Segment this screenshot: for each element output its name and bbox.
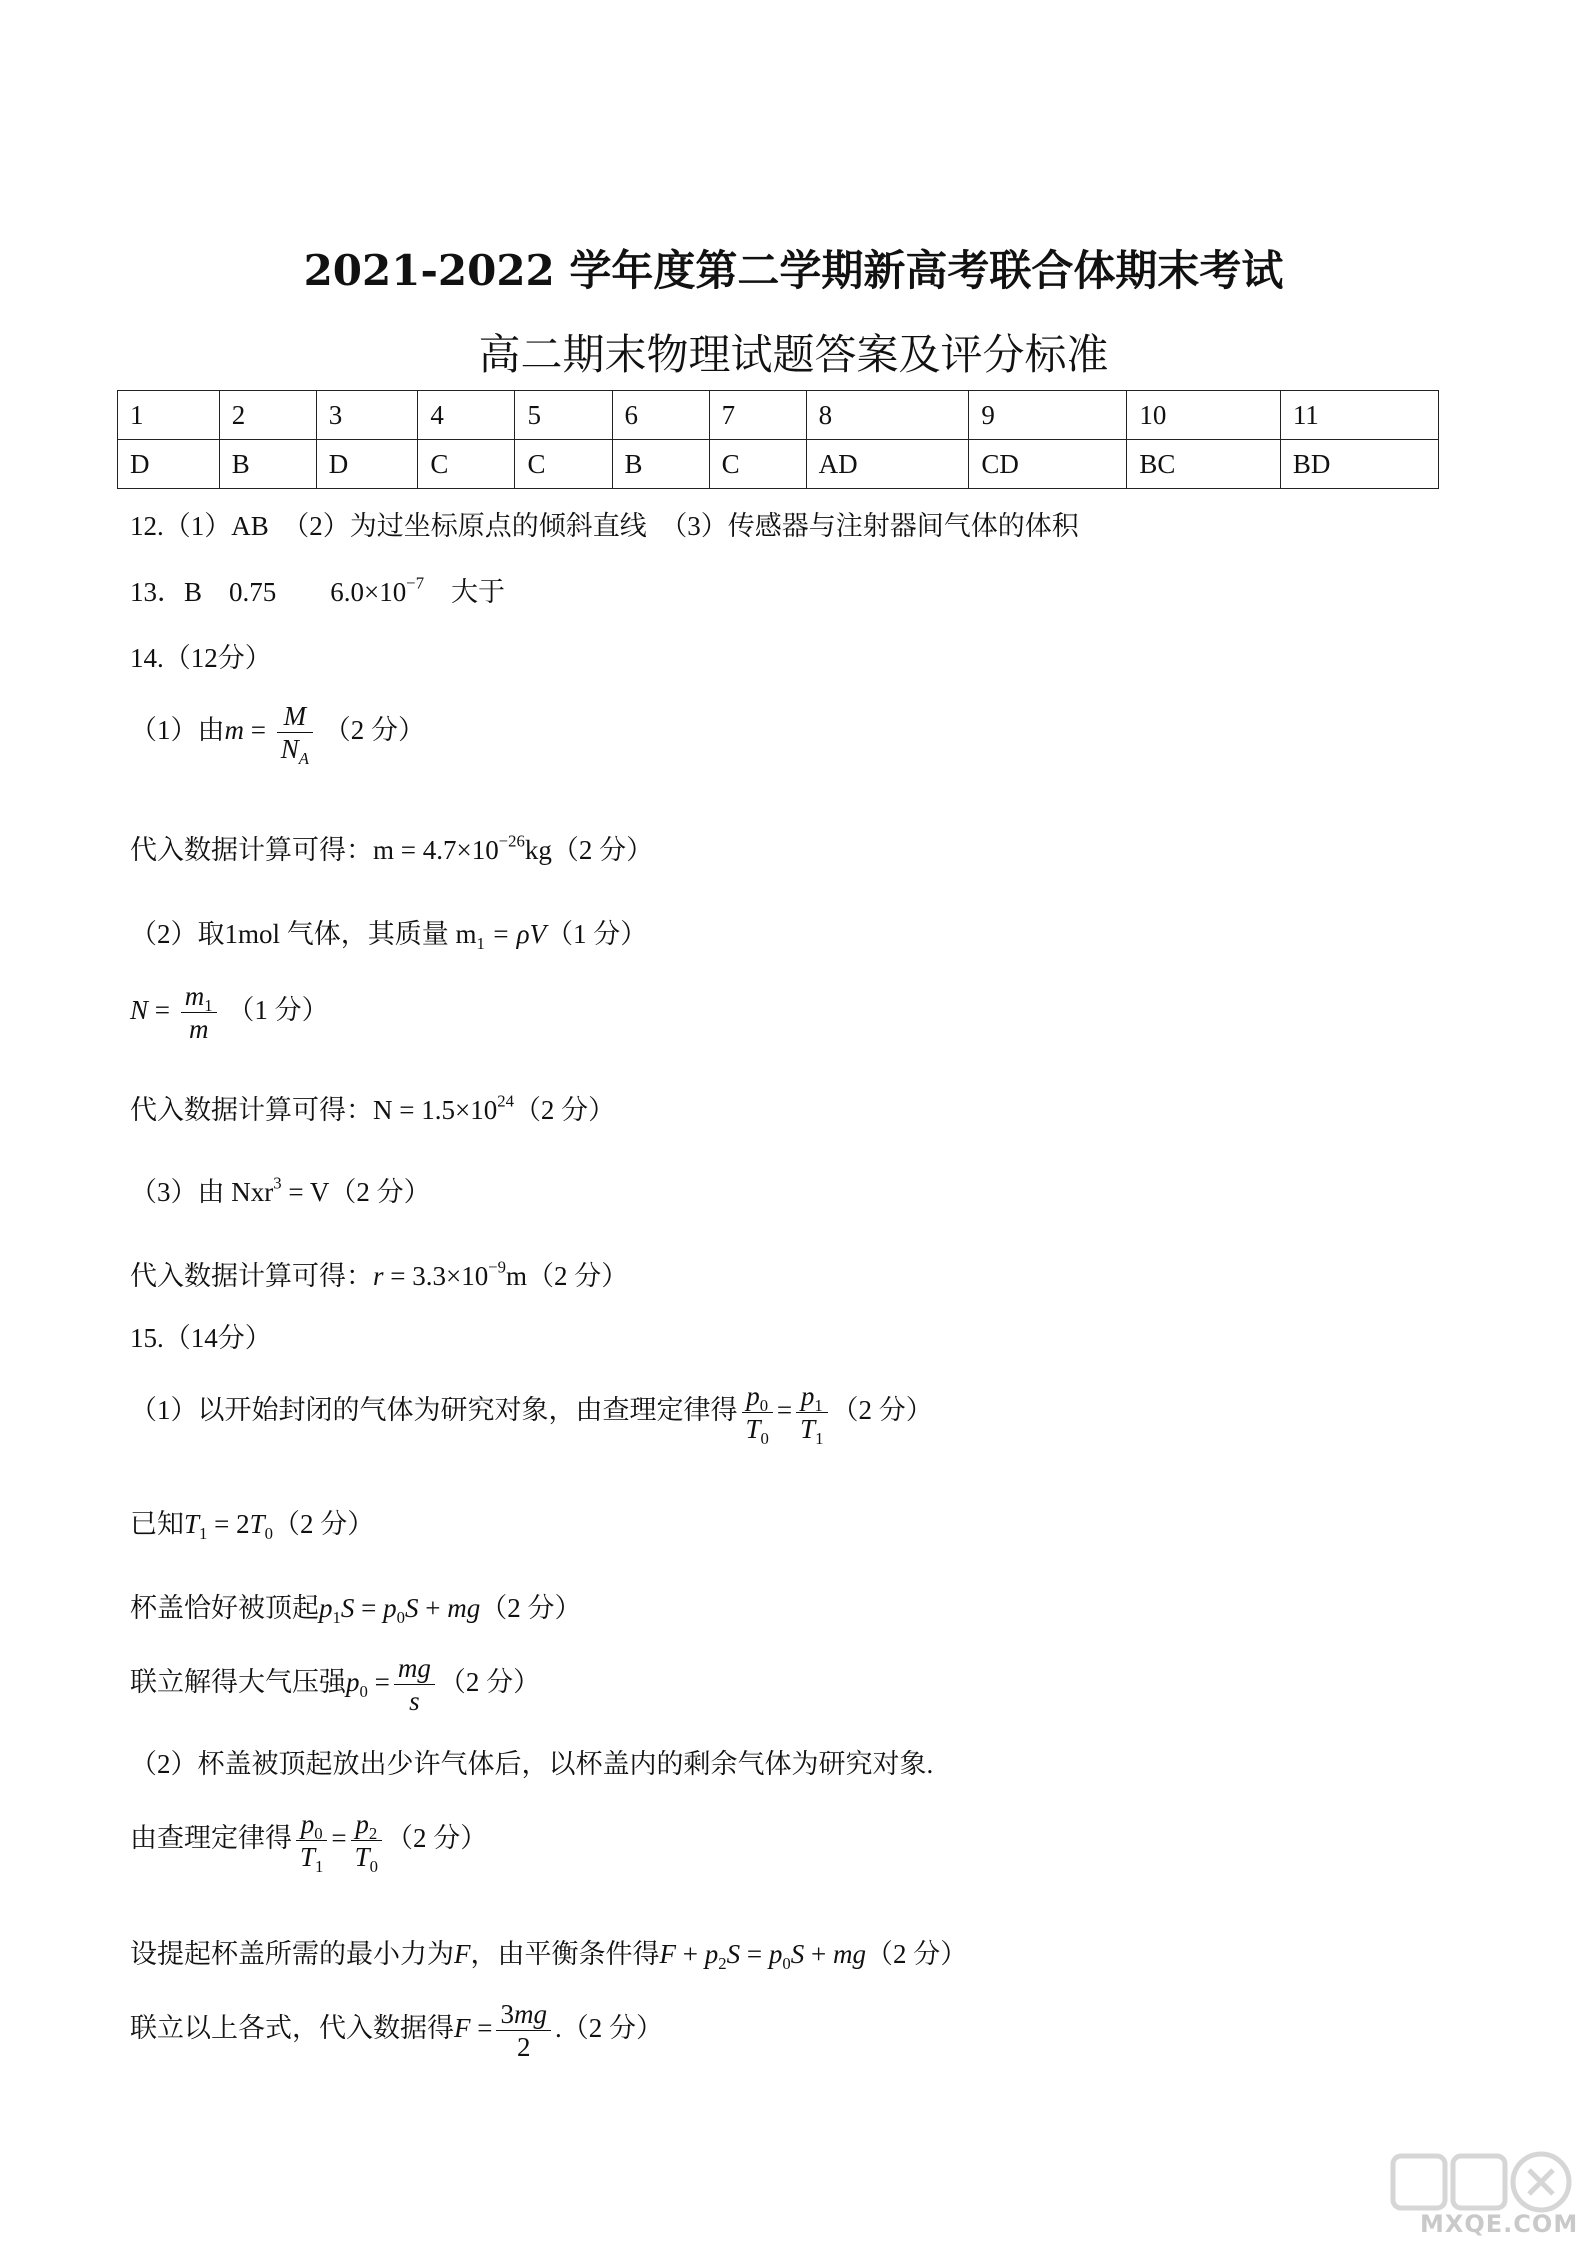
q14-l3-prefix: （2）取1mol 气体，其质量 m bbox=[130, 919, 477, 949]
answer-cell: D bbox=[118, 440, 220, 489]
q15-line8: 联立以上各式，代入数据得F = $\frac{3mg}{2}$ .（2 分） bbox=[130, 1999, 663, 2063]
q15-l6-score: （2 分） bbox=[386, 1823, 488, 1854]
q15-l6-fraction-left: $\frac{p_0}{T_1}$ bbox=[296, 1808, 327, 1874]
q15-l7-mid: ，由平衡条件得 bbox=[470, 1939, 660, 1969]
q14-l5-exp: 24 bbox=[497, 1091, 514, 1111]
q14-line4: N = $\frac{m_1}{m}$ （1 分） bbox=[130, 981, 329, 1045]
q14-l3-sub: 1 bbox=[476, 933, 485, 953]
q14-l7-prefix: 代入数据计算可得： bbox=[130, 1261, 373, 1291]
answer-cell: BD bbox=[1280, 440, 1438, 489]
q14-l5-prefix: 代入数据计算可得：N = 1.5×10 bbox=[130, 1095, 498, 1125]
answer-cell: CD bbox=[969, 440, 1127, 489]
fraction-numerator bbox=[181, 980, 217, 1013]
num-var: m bbox=[184, 981, 205, 1011]
q15-l7-score: （2 分） bbox=[865, 1939, 968, 1969]
q15-l4-prefix: 联立解得大气压强 bbox=[130, 1667, 346, 1698]
answer-cell: C bbox=[709, 440, 806, 489]
q14-l6-suffix: = V（2 分） bbox=[281, 1177, 431, 1207]
q15-l3-prefix: 杯盖恰好被顶起 bbox=[130, 1593, 319, 1623]
q14-l7-var: r bbox=[373, 1261, 384, 1291]
question-number: 6 bbox=[612, 391, 709, 440]
answer-table-answer-row bbox=[118, 440, 1439, 489]
q15-l8-fraction: $\frac{3mg}{2}$ bbox=[496, 1998, 551, 2064]
answer-cell: AD bbox=[806, 440, 969, 489]
question-number: 5 bbox=[515, 391, 612, 440]
question-number: 11 bbox=[1280, 391, 1438, 440]
q13-prefix: 13．B 0.75 6.0×10 bbox=[130, 577, 407, 607]
watermark-text: MXQE.COM bbox=[1420, 2210, 1579, 2238]
answer-cell: C bbox=[418, 440, 515, 489]
q14-l6-prefix: （3）由 Nxr bbox=[130, 1177, 274, 1207]
q15-line4: 联立解得大气压强$p_0$ = $\frac{mg}{s}$ （2 分） bbox=[130, 1653, 541, 1717]
question-number: 1 bbox=[118, 391, 220, 440]
answer-cell: BC bbox=[1127, 440, 1280, 489]
question-number: 4 bbox=[418, 391, 515, 440]
q13-suffix: 大于 bbox=[424, 577, 506, 607]
q14-line7 bbox=[130, 1254, 628, 1293]
question-number: 7 bbox=[709, 391, 806, 440]
q13-line bbox=[130, 570, 505, 609]
answer-cell: B bbox=[612, 440, 709, 489]
q15-l4-score: （2 分） bbox=[438, 1667, 541, 1698]
question-number: 2 bbox=[219, 391, 316, 440]
q15-l2-prefix: 已知 bbox=[130, 1509, 184, 1539]
den-sub: A bbox=[298, 749, 309, 769]
q14-l1-fraction bbox=[277, 700, 313, 769]
q14-l2-prefix: 代入数据计算可得：m = 4.7×10 bbox=[130, 835, 499, 865]
q14-line1: （1）由m = $\frac{M}{N_A}$ （2 分） bbox=[130, 701, 425, 769]
q13-exponent: −7 bbox=[406, 573, 425, 593]
question-number: 3 bbox=[316, 391, 418, 440]
q15-line3: 杯盖恰好被顶起$p_1S = p_0S + mg(2$ 分） bbox=[130, 1593, 582, 1627]
page-title: 2021-2022 学年度第二学期新高考联合体期末考试 bbox=[303, 246, 1284, 295]
den-var: N bbox=[280, 734, 299, 765]
fraction-numerator: M bbox=[277, 700, 313, 733]
q15-l1-fraction-right: $\frac{p_1}{T_1}$ bbox=[796, 1380, 827, 1446]
q14-l6-exp: 3 bbox=[273, 1173, 282, 1193]
answer-table-number-row bbox=[118, 391, 1439, 440]
q15-l3-score: （2 分） bbox=[480, 1593, 582, 1623]
q14-l3-mid: = ρV bbox=[484, 919, 547, 949]
q15-l8-score: .（2 分） bbox=[554, 2013, 663, 2044]
q15-l8-prefix: 联立以上各式，代入数据得 bbox=[130, 2013, 454, 2044]
q14-l5-suffix: （2 分） bbox=[513, 1095, 616, 1125]
q15-l1-fraction-left: $\frac{p_0}{T_0}$ bbox=[742, 1380, 773, 1446]
question-number: 10 bbox=[1127, 391, 1280, 440]
q15-heading: 15.（14分） bbox=[130, 1323, 272, 1353]
q14-l7-mid: = 3.3×10 bbox=[383, 1261, 489, 1291]
q14-l2-exp: −26 bbox=[498, 831, 525, 851]
q14-line2 bbox=[130, 828, 653, 867]
q15-l2-score: （2 分） bbox=[273, 1509, 375, 1539]
q14-l2-suffix: kg（2 分） bbox=[524, 835, 654, 865]
answer-cell: C bbox=[515, 440, 612, 489]
q14-line6 bbox=[130, 1170, 431, 1209]
q15-line5: （2）杯盖被顶起放出少许气体后，以杯盖内的剩余气体为研究对象. bbox=[130, 1749, 934, 1779]
q15-line2: 已知$T_1 = 2T_0(2$ 分） bbox=[130, 1509, 375, 1543]
q15-l1-prefix: （1）以开始封闭的气体为研究对象，由查理定律得 bbox=[130, 1395, 738, 1426]
q14-l4-score: （1 分） bbox=[227, 995, 329, 1026]
q14-l4-fraction bbox=[181, 980, 217, 1046]
q14-l3-score: （1 分） bbox=[546, 919, 648, 949]
fraction-denominator: m bbox=[188, 1014, 209, 1045]
answer-cell: B bbox=[219, 440, 316, 489]
q14-heading: 14.（12分） bbox=[130, 643, 272, 673]
q15-line7: 设提起杯盖所需的最小力为F，由平衡条件得$F + p_2S = p_0S + mg(2$ 分） bbox=[130, 1939, 968, 1973]
q14-line3 bbox=[130, 912, 647, 951]
q12-line: 12.（1）AB （2）为过坐标原点的倾斜直线 （3）传感器与注射器间气体的体积 bbox=[130, 511, 1079, 541]
q15-l6-prefix: 由查理定律得 bbox=[130, 1823, 292, 1854]
fraction-denominator bbox=[277, 733, 313, 769]
q15-l1-score: （2 分） bbox=[831, 1395, 933, 1426]
q14-l1-prefix: （1）由 bbox=[130, 715, 225, 746]
q15-line6: 由查理定律得 $\frac{p_0}{T_1}$ = $\frac{p_2}{T_0}$ （2 分） bbox=[130, 1809, 488, 1877]
answer-cell: D bbox=[316, 440, 418, 489]
q15-l7-prefix: 设提起杯盖所需的最小力为 bbox=[130, 1939, 454, 1969]
question-number: 9 bbox=[969, 391, 1127, 440]
answer-table bbox=[117, 390, 1439, 489]
q14-l7-exp: −9 bbox=[488, 1257, 507, 1277]
question-number: 8 bbox=[806, 391, 969, 440]
q15-l6-fraction-right: $\frac{p_2}{T_0}$ bbox=[351, 1808, 382, 1874]
q15-line1: （1）以开始封闭的气体为研究对象，由查理定律得 $\frac{p_0}{T_0}$ = $\frac{p_1}{T_1}$ （2 分） bbox=[130, 1381, 933, 1449]
q14-l4-lhs: N bbox=[130, 995, 149, 1026]
q14-l1-score: （2 分） bbox=[323, 715, 425, 746]
q15-l4-fraction: $\frac{mg}{s}$ bbox=[394, 1652, 435, 1718]
q14-line5 bbox=[130, 1088, 615, 1127]
page-subtitle: 高二期末物理试题答案及评分标准 bbox=[478, 330, 1109, 379]
num-sub: 1 bbox=[204, 995, 213, 1015]
q14-l7-suffix: m（2 分） bbox=[506, 1261, 629, 1291]
q14-l1-var: m bbox=[224, 715, 244, 746]
